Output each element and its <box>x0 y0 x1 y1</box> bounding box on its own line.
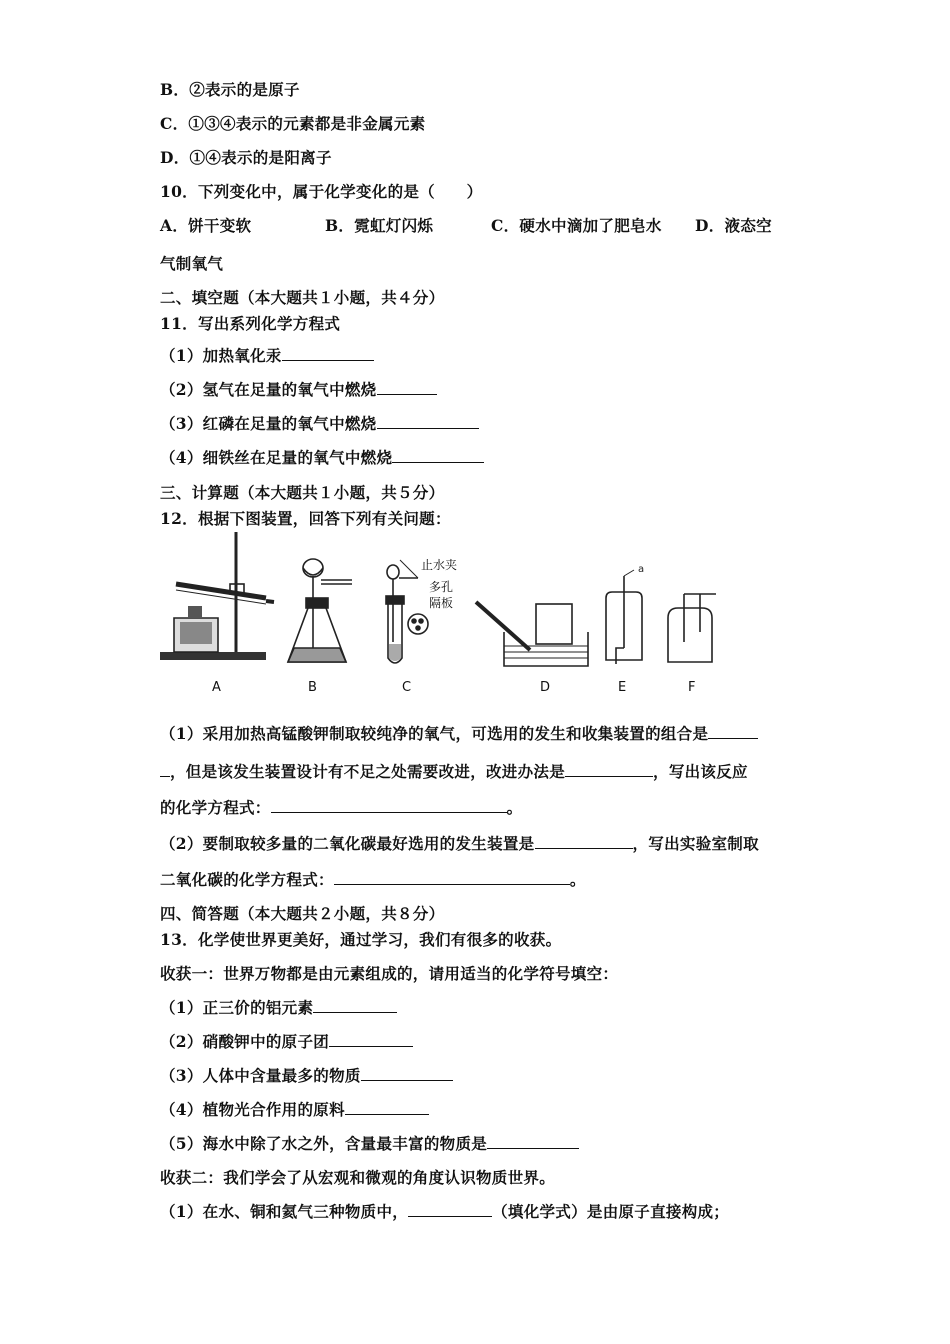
gain2-item-1: （1）在水、铜和氦气三种物质中， （填化学式）是由原子直接构成； <box>160 1202 730 1221</box>
answer-blank[interactable] <box>329 1032 413 1047</box>
section-3-heading: 三、计算题（本大题共１小题，共５分） <box>160 483 445 502</box>
apparatus-e <box>606 564 644 664</box>
q12-stem: 12．根据下图装置，回答下列有关问题： <box>160 509 451 528</box>
apparatus-b <box>288 559 352 662</box>
apparatus-c <box>386 560 428 663</box>
tube-label-a: a <box>638 564 645 575</box>
label-f: F <box>688 680 696 695</box>
q11-item-3: （3）红磷在足量的氧气中燃烧 <box>160 412 479 434</box>
q12-part2-line1: （2）要制取较多量的二氧化碳最好选用的发生装置是 ，写出实验室制取 <box>160 834 759 853</box>
section-2-heading: 二、填空题（本大题共１小题，共４分） <box>160 288 445 307</box>
plate-label-2: 隔板 <box>429 596 454 610</box>
q10-option-d: D．液态空 <box>695 216 772 235</box>
q10-options <box>160 214 800 234</box>
q9-option-d: D．①④表示的是阳离子 <box>160 148 332 167</box>
apparatus-d <box>476 602 588 666</box>
q10-option-b: B．霓虹灯闪烁 <box>325 216 434 235</box>
q12-part2-line2: 二氧化碳的化学方程式： 。 <box>160 870 586 889</box>
answer-blank[interactable] <box>313 998 397 1013</box>
answer-blank[interactable] <box>408 1202 492 1217</box>
answer-blank[interactable] <box>487 1134 579 1149</box>
gain1-item-4: （4）植物光合作用的原料 <box>160 1098 429 1120</box>
gain-1-heading: 收获一：世界万物都是由元素组成的，请用适当的化学符号填空： <box>160 964 619 983</box>
answer-blank[interactable] <box>160 762 170 777</box>
apparatus-figure <box>156 532 736 702</box>
q10-stem: 10．下列变化中，属于化学变化的是（ ） <box>160 182 483 201</box>
q12-part1-line3: 的化学方程式： 。 <box>160 798 523 817</box>
label-d: D <box>540 680 551 695</box>
q11-item-4: （4）细铁丝在足量的氧气中燃烧 <box>160 446 484 468</box>
q10-option-a: A．饼干变软 <box>160 216 252 235</box>
answer-blank[interactable] <box>708 724 758 739</box>
label-b: B <box>308 680 317 695</box>
q9-option-b: B．②表示的是原子 <box>160 80 300 99</box>
gain1-item-1: （1）正三价的铝元素 <box>160 996 397 1018</box>
q13-stem: 13．化学使世界更美好，通过学习，我们有很多的收获。 <box>160 930 562 949</box>
gain-2-heading: 收获二：我们学会了从宏观和微观的角度认识物质世界。 <box>160 1168 556 1187</box>
answer-blank[interactable] <box>535 834 633 849</box>
q12-part1-line1: （1）采用加热高锰酸钾制取较纯净的氧气，可选用的发生和收集装置的组合是 <box>160 722 758 744</box>
label-e: E <box>618 680 627 695</box>
q10-option-c: C．硬水中滴加了肥皂水 <box>491 216 662 235</box>
apparatus-f <box>668 594 716 662</box>
clamp-label: 止水夹 <box>421 558 458 572</box>
plate-label-1: 多孔 <box>429 580 454 594</box>
answer-blank[interactable] <box>361 1066 453 1081</box>
gain1-item-5: （5）海水中除了水之外，含量最丰富的物质是 <box>160 1132 579 1154</box>
section-4-heading: 四、简答题（本大题共２小题，共８分） <box>160 904 445 923</box>
answer-blank[interactable] <box>377 380 437 395</box>
q11-item-2: （2）氢气在足量的氧气中燃烧 <box>160 378 437 400</box>
label-c: C <box>402 680 412 695</box>
q11-item-1: （1）加热氧化汞 <box>160 344 374 366</box>
answer-blank[interactable] <box>565 762 653 777</box>
gain1-item-3: （3）人体中含量最多的物质 <box>160 1064 453 1086</box>
answer-blank[interactable] <box>392 448 484 463</box>
label-a: A <box>212 680 221 695</box>
q10-option-d-cont: 气制氧气 <box>160 254 224 273</box>
q9-option-c: C．①③④表示的元素都是非金属元素 <box>160 114 426 133</box>
answer-blank[interactable] <box>377 414 479 429</box>
answer-blank[interactable] <box>334 870 570 885</box>
answer-blank[interactable] <box>282 346 374 361</box>
answer-blank[interactable] <box>271 798 507 813</box>
apparatus-a <box>160 532 274 660</box>
gain1-item-2: （2）硝酸钾中的原子团 <box>160 1030 413 1052</box>
q12-part1-line2: ，但是该发生装置设计有不足之处需要改进，改进办法是 ，写出该反应 <box>160 760 748 782</box>
q11-stem: 11．写出系列化学方程式 <box>160 314 341 333</box>
answer-blank[interactable] <box>345 1100 429 1115</box>
